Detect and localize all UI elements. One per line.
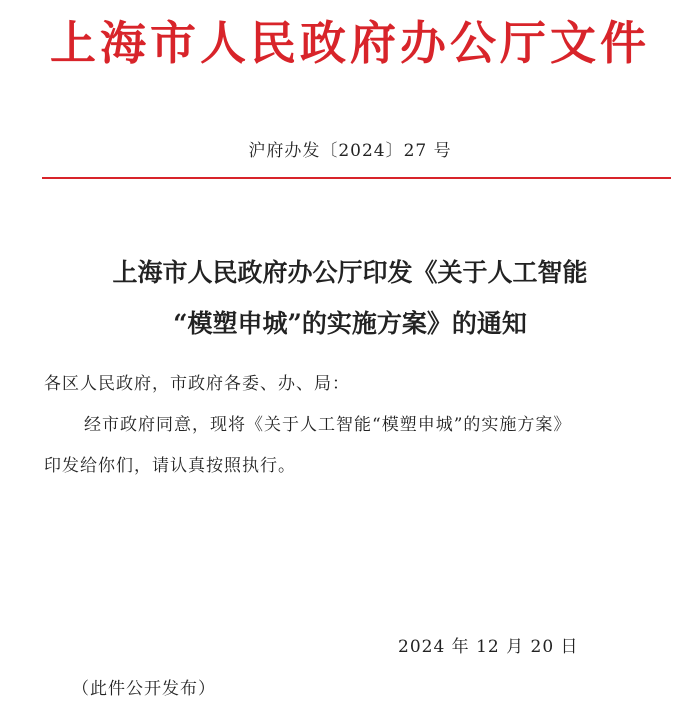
issue-date: 2024 年 12 月 20 日: [398, 637, 579, 657]
document-title-line-1: 上海市人民政府办公厅印发《关于人工智能: [112, 258, 588, 287]
red-divider-rule: [42, 177, 671, 179]
document-header-title: 上海市人民政府办公厅文件: [50, 16, 650, 70]
document-title-line-2: “模塑申城”的实施方案》的通知: [173, 309, 527, 338]
salutation: 各区人民政府，市政府各委、办、局：: [44, 374, 350, 394]
document-number: 沪府办发〔2024〕27 号: [248, 141, 452, 161]
public-release-note: （此件公开发布）: [72, 679, 216, 699]
body-paragraph-line-1: 经市政府同意，现将《关于人工智能“模塑申城”的实施方案》: [84, 415, 572, 435]
body-paragraph-line-2: 印发给你们，请认真按照执行。: [44, 456, 296, 476]
